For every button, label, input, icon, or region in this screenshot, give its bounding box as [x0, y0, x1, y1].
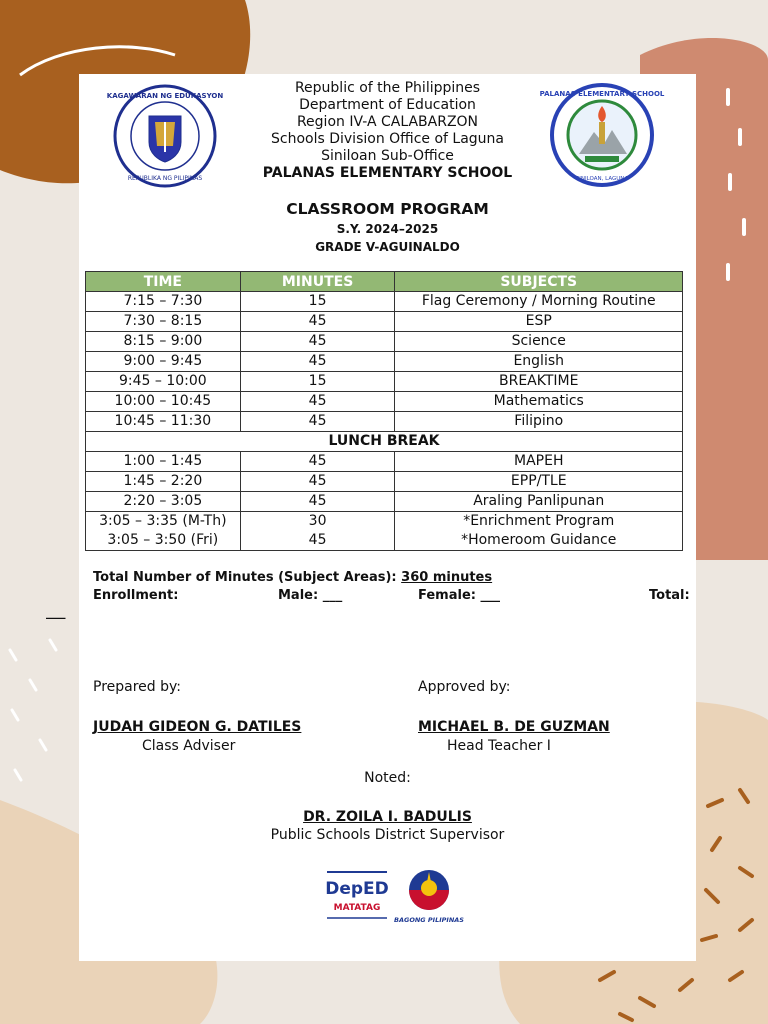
table-row — [86, 332, 683, 352]
class-program-table — [85, 271, 683, 551]
total-minutes-value: 360 minutes — [401, 570, 493, 585]
time-cell: 7:30 – 8:15 — [86, 312, 241, 332]
enrollment-label: Enrollment: — [93, 588, 179, 603]
seal-text-top: KAGAWARAN NG EDUKASYON — [106, 92, 224, 100]
adviser-name: JUDAH GIDEON G. DATILES — [93, 719, 302, 735]
subject-cell: Araling Panlipunan — [395, 492, 683, 512]
total-count-blank: ___ — [46, 605, 66, 620]
column-header: MINUTES — [240, 272, 395, 292]
minutes-cell: 45 — [240, 452, 395, 472]
time-cell: 10:45 – 11:30 — [86, 412, 241, 432]
time-cell: 2:20 – 3:05 — [86, 492, 241, 512]
document-title: CLASSROOM PROGRAM — [286, 200, 489, 218]
column-header: SUBJECTS — [395, 272, 683, 292]
table-row — [86, 292, 683, 312]
school-name: PALANAS ELEMENTARY SCHOOL — [262, 165, 513, 181]
subject-cell: MAPEH — [395, 452, 683, 472]
letterhead — [79, 80, 696, 182]
header-line-1: Republic of the Philippines — [294, 80, 481, 96]
prepared-by-label: Prepared by: — [93, 679, 181, 695]
total-minutes-label: Total Number of Minutes (Subject Areas): — [93, 570, 397, 585]
subject-cell: Flag Ceremony / Morning Routine — [395, 292, 683, 312]
table-row — [86, 352, 683, 372]
time-cell: 1:00 – 1:45 — [86, 452, 241, 472]
minutes-cell: 45 — [240, 392, 395, 412]
header-line-3: Region IV-A CALABARZON — [296, 114, 479, 130]
minutes-cell: 45 — [240, 352, 395, 372]
table-row — [86, 452, 683, 472]
male-count: Male: ___ — [278, 588, 343, 603]
approved-by-label: Approved by: — [418, 679, 511, 695]
grade-section: GRADE V-AGUINALDO — [315, 240, 460, 254]
head-teacher-title: Head Teacher I — [447, 738, 551, 754]
bagong-pilipinas-logo — [394, 868, 464, 926]
table-row — [86, 492, 683, 512]
minutes-cell: 45 — [240, 492, 395, 512]
time-cell: 10:00 – 10:45 — [86, 392, 241, 412]
subject-cell: *Enrichment Program — [395, 512, 683, 532]
seal-text-bottom: REPUBLIKA NG PILIPINAS — [127, 175, 203, 182]
column-header: TIME — [86, 272, 241, 292]
time-cell: 7:15 – 7:30 — [86, 292, 241, 312]
time-cell: 8:15 – 9:00 — [86, 332, 241, 352]
subject-cell: EPP/TLE — [395, 472, 683, 492]
bagong-pilipinas-wordmark: BAGONG PILIPINAS — [394, 916, 464, 924]
supervisor-name: DR. ZOILA I. BADULIS — [303, 809, 472, 825]
minutes-cell: 45 — [240, 531, 395, 551]
header-line-4: Schools Division Office of Laguna — [271, 131, 504, 147]
table-row — [86, 372, 683, 392]
table-row — [86, 512, 683, 532]
supervisor-title: Public Schools District Supervisor — [270, 827, 505, 843]
table-header-row — [86, 272, 683, 292]
seal-text-bottom: SINILOAN, LAGUNA — [575, 176, 629, 182]
matatag-wordmark: MATATAG — [333, 903, 381, 913]
table-row — [86, 412, 683, 432]
subject-cell: ESP — [395, 312, 683, 332]
minutes-cell: 15 — [240, 292, 395, 312]
document-page — [79, 74, 696, 961]
minutes-cell: 45 — [240, 312, 395, 332]
deped-wordmark: DepED — [325, 879, 389, 899]
total-minutes-line — [93, 570, 492, 585]
time-cell: 9:45 – 10:00 — [86, 372, 241, 392]
header-line-2: Department of Education — [299, 97, 476, 113]
deped-matatag-logo — [325, 868, 390, 924]
table-row — [86, 531, 683, 551]
subject-cell: Mathematics — [395, 392, 683, 412]
minutes-cell: 45 — [240, 412, 395, 432]
subject-cell: *Homeroom Guidance — [395, 531, 683, 551]
total-count-label: Total: — [649, 588, 690, 603]
minutes-cell: 45 — [240, 472, 395, 492]
school-year: S.Y. 2024–2025 — [336, 222, 439, 236]
header-line-5: Siniloan Sub-Office — [321, 148, 454, 164]
subject-cell: English — [395, 352, 683, 372]
time-cell: 3:05 – 3:50 (Fri) — [86, 531, 241, 551]
noted-label: Noted: — [364, 770, 411, 786]
adviser-title: Class Adviser — [142, 738, 236, 754]
subject-cell: BREAKTIME — [395, 372, 683, 392]
time-cell: 3:05 – 3:35 (M-Th) — [86, 512, 241, 532]
table-row — [86, 312, 683, 332]
minutes-cell: 15 — [240, 372, 395, 392]
table-row — [86, 472, 683, 492]
seal-text-top: PALANAS ELEMENTARY SCHOOL — [539, 90, 665, 98]
head-teacher-name: MICHAEL B. DE GUZMAN — [418, 719, 610, 735]
subject-cell: Science — [395, 332, 683, 352]
minutes-cell: 45 — [240, 332, 395, 352]
subject-cell: Filipino — [395, 412, 683, 432]
table-row — [86, 392, 683, 412]
lunch-break-row — [86, 432, 683, 452]
time-cell: 9:00 – 9:45 — [86, 352, 241, 372]
female-count: Female: ___ — [418, 588, 500, 603]
minutes-cell: 30 — [240, 512, 395, 532]
lunch-break-cell: LUNCH BREAK — [86, 432, 683, 452]
time-cell: 1:45 – 2:20 — [86, 472, 241, 492]
